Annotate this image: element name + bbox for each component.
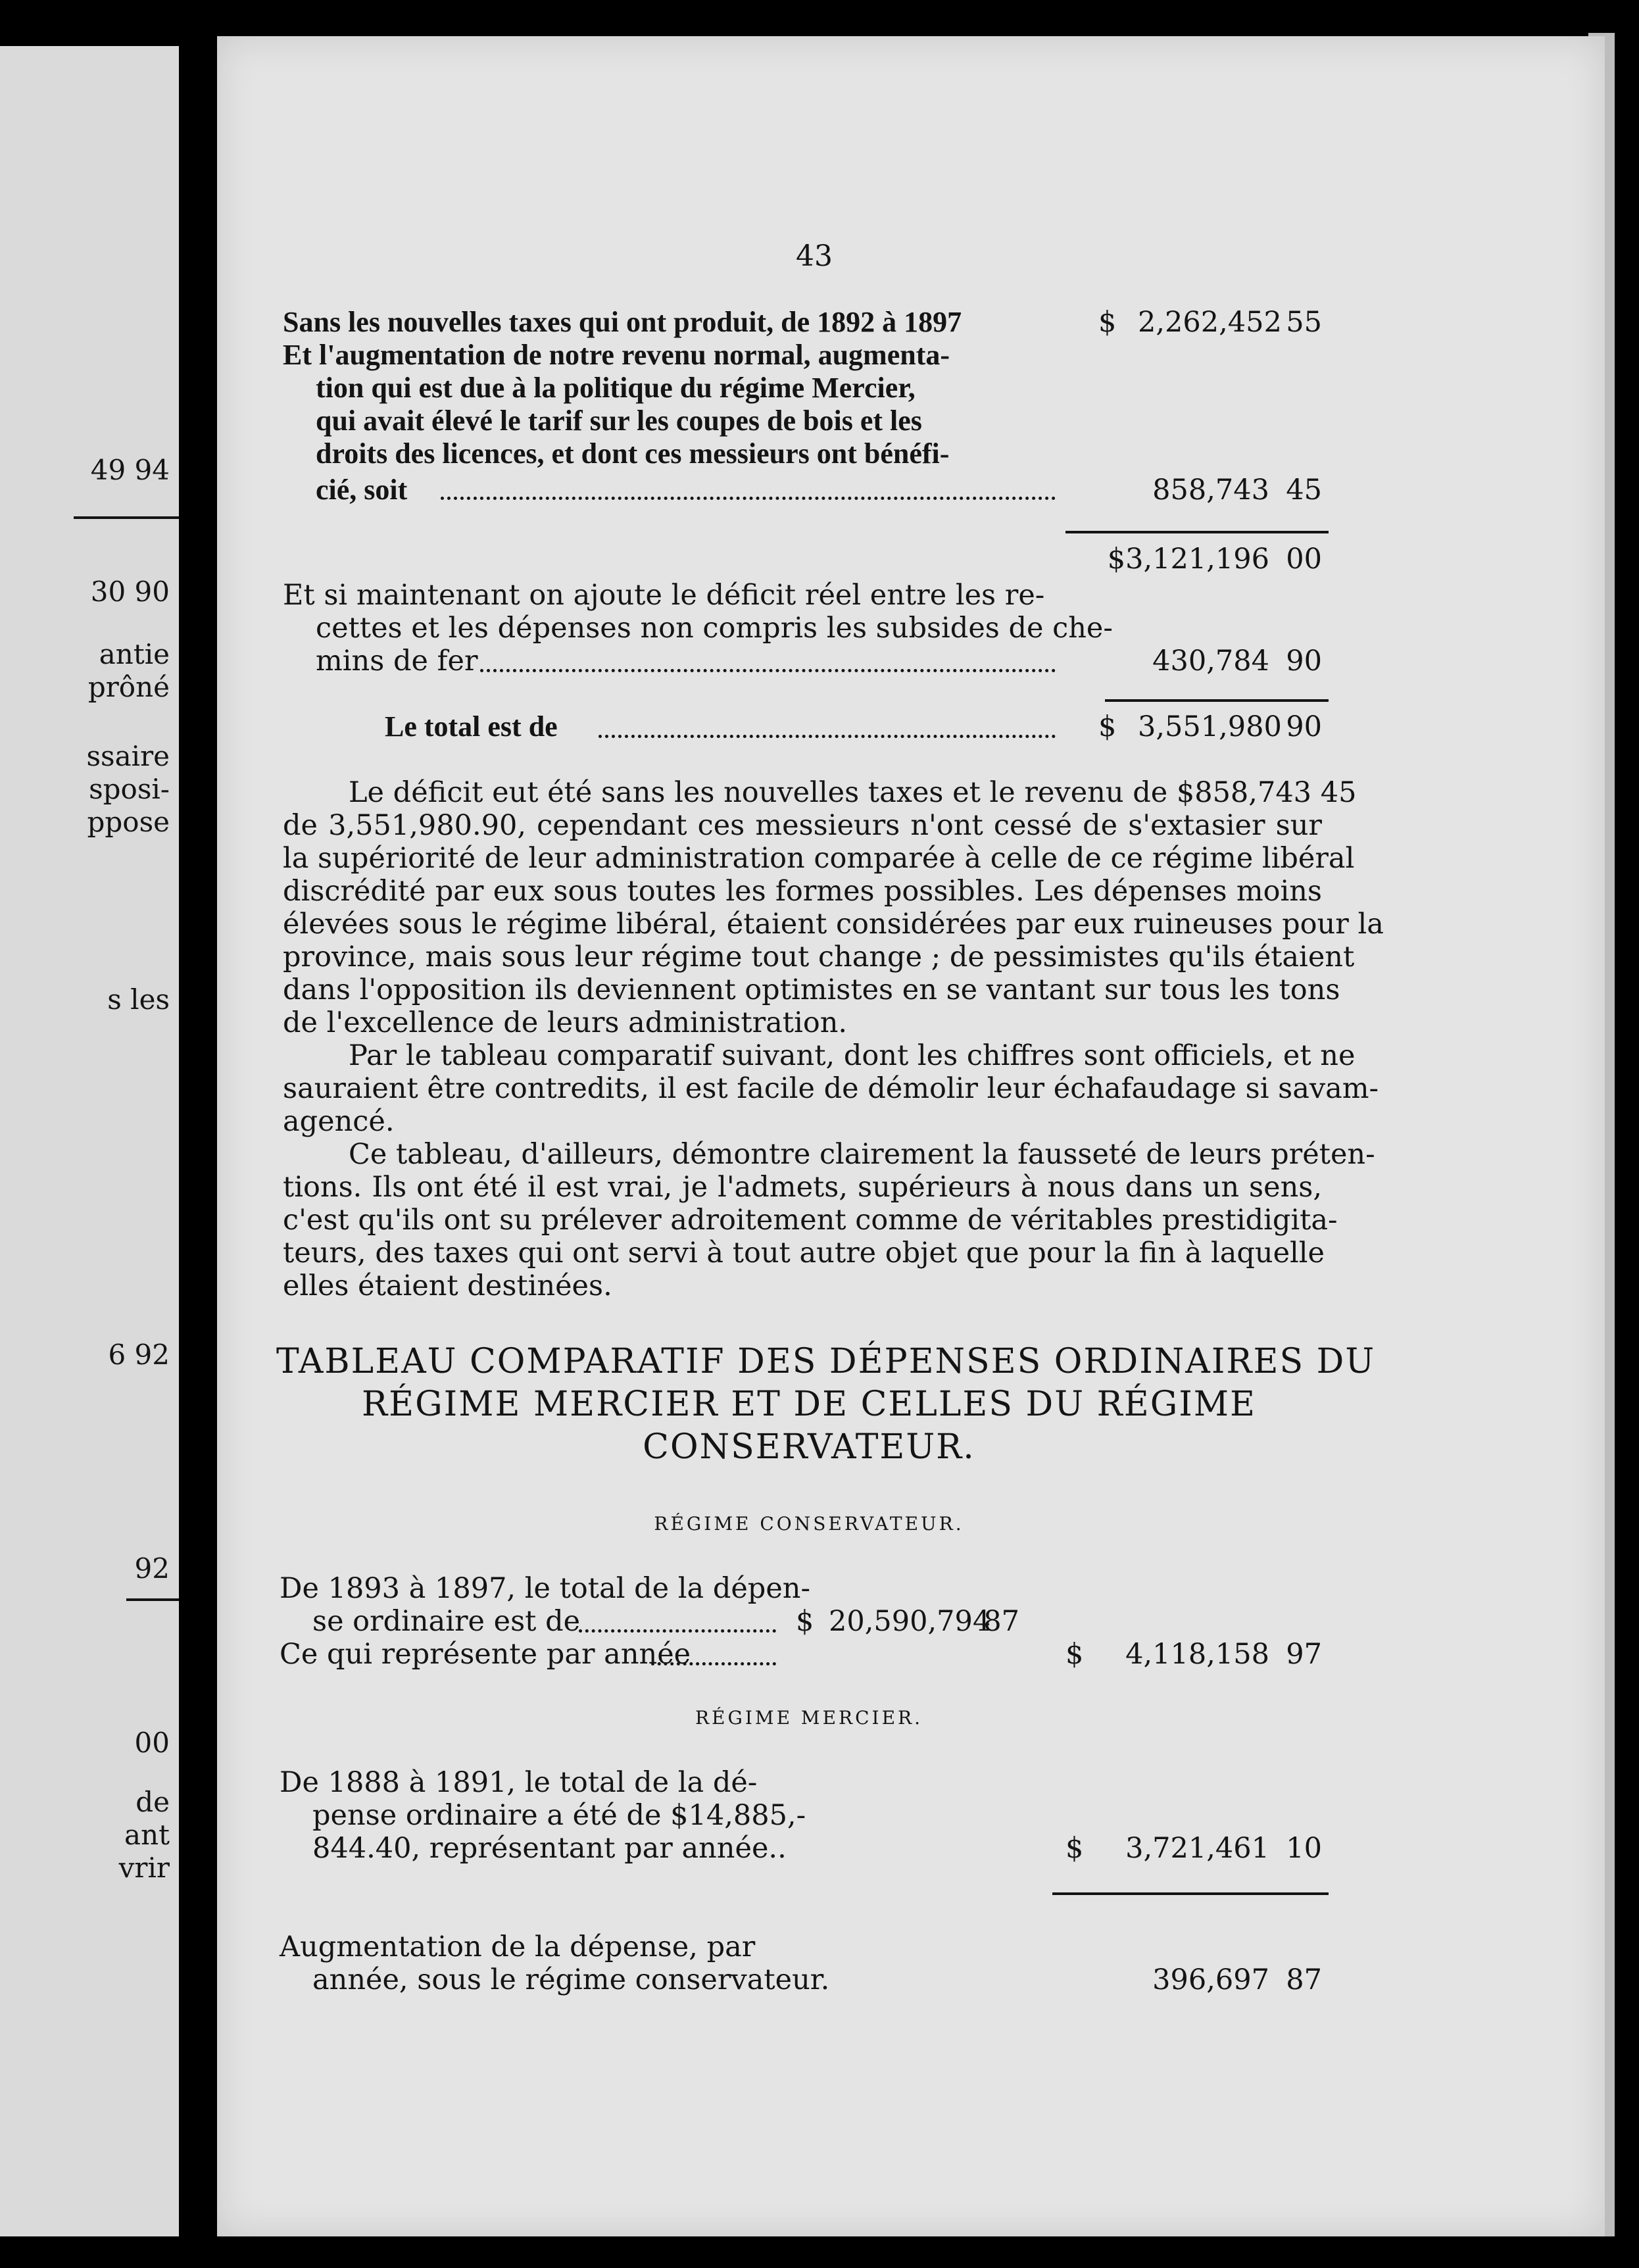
paragraph-line: discrédité par eux sous toutes les formes possibles. Les dépenses moins [283,875,1322,908]
dot-leader [480,669,1056,672]
text-line: Ce qui représente par année [280,1638,691,1671]
paragraph-line: tions. Ils ont été il est vrai, je l'admets, supérieurs à nous dans un sens, [283,1171,1322,1204]
paragraph-line: province, mais sous leur régime tout change ; de pessimistes qu'ils étaient [283,941,1355,974]
facing-page-fragment: 49 94 [90,454,170,486]
subheading-text: RÉGIME MERCIER. [695,1707,923,1729]
dollar-sign: $ [796,1605,814,1638]
page-number: 43 [796,239,833,273]
amount-cents: 97 [1286,1638,1322,1671]
text-line: pense ordinaire a été de $14,885,- [312,1799,806,1832]
text-line: se ordinaire est de [312,1605,581,1638]
text-line: Et l'augmentation de notre revenu normal, augmenta- [283,339,950,371]
text-line: tion qui est due à la politique du régime Mercier, [316,372,916,404]
sum-rule [1065,531,1329,533]
facing-page-fragment: antie [99,638,170,670]
dot-leader [651,1662,776,1665]
text-line: année, sous le régime conservateur. [312,1963,830,1996]
text-line: 844.40, représentant par année.. [312,1832,787,1865]
dot-leader [579,1629,776,1633]
amount: 3,721,461 [1125,1832,1269,1865]
book-page [217,36,1605,2236]
subheading-text: RÉGIME CONSERVATEUR. [654,1513,964,1535]
dot-leader [599,735,1056,738]
facing-page-fragment: 00 [134,1727,170,1759]
text-line: mins de fer [316,645,478,678]
paragraph-line: Par le tableau comparatif suivant, dont les chiffres sont officiels, et ne [349,1039,1356,1072]
sum-rule [1105,699,1329,702]
dot-leader [441,497,1056,500]
amount-cents: 45 [1286,474,1322,506]
text-line: droits des licences, et dont ces messieurs ont bénéfi- [316,437,950,470]
paragraph-line: sauraient être contredits, il est facile de démolir leur échafaudage si savam- [283,1072,1379,1105]
paragraph-line: Ce tableau, d'ailleurs, démontre clairement la fausseté de leurs préten- [349,1138,1375,1171]
facing-page-fragment: prôné [87,671,170,703]
paragraph-line: élevées sous le régime libéral, étaient considérées par eux ruineuses pour la [283,908,1384,941]
text-line: De 1893 à 1897, le total de la dépen- [280,1572,811,1605]
facing-page-rule [126,1598,179,1601]
text-line: Sans les nouvelles taxes qui ont produit, de 1892 à 1897 [283,306,962,338]
paragraph-line: la supériorité de leur administration comparée à celle de ce régime libéral [283,842,1355,875]
amount-cents: 87 [1286,1963,1322,1996]
text-line: qui avait élevé le tarif sur les coupes de bois et les [316,405,922,437]
amount: 4,118,158 [1125,1638,1269,1671]
amount-cents: 90 [1286,710,1322,743]
total-amount: 3,551,980 [1138,710,1282,743]
paragraph-line: de 3,551,980.90, cependant ces messieurs n'ont cessé de s'extasier sur [283,809,1322,842]
facing-page-fragment: sposi- [89,773,170,805]
facing-page-fragment: ssaire [86,740,170,772]
facing-page-fragment: vrir [118,1852,170,1884]
amount: 858,743 [1152,474,1269,506]
difference-amount: 396,697 [1152,1963,1269,1996]
difference-rule [1052,1892,1329,1895]
amount-cents: 55 [1286,306,1322,339]
paragraph-line: de l'excellence de leurs administration. [283,1006,848,1039]
heading-line: RÉGIME MERCIER ET DE CELLES DU RÉGIME [362,1385,1256,1424]
paragraph-line: c'est qu'ils ont su prélever adroitement comme de véritables prestidigita- [283,1204,1338,1237]
table-heading [276,1342,1376,1473]
paragraph-line: Le déficit eut été sans les nouvelles taxes et le revenu de $858,743 45 [349,776,1357,809]
facing-page-fragment: 6 92 [108,1339,170,1371]
subtotal-amount: $3,121,196 [1107,543,1269,576]
dollar-sign: $ [1065,1832,1084,1865]
total-label: Le total est de [385,710,558,743]
amount-cents: 90 [1286,645,1322,678]
amount: 430,784 [1152,645,1269,678]
dollar-sign: $ [1098,306,1117,339]
facing-page-fragment: 30 90 [90,576,170,608]
facing-page-fragment: de [135,1786,170,1818]
paragraph-line: elles étaient destinées. [283,1270,612,1302]
heading-line: CONSERVATEUR. [643,1427,975,1467]
facing-page-edge [0,46,179,2236]
dollar-sign: $ [1065,1638,1084,1671]
text-line: De 1888 à 1891, le total de la dé- [280,1766,758,1799]
text-line: cié, soit [316,474,408,506]
facing-page-fragment: 92 [134,1552,170,1585]
facing-page-rule [74,516,179,519]
dollar-sign: $ [1098,710,1117,743]
amount-cents: 10 [1286,1832,1322,1865]
paragraph-line: agencé. [283,1105,395,1138]
facing-page-fragment: ant [124,1819,170,1851]
amount-cents: 00 [1286,543,1322,576]
heading-line: TABLEAU COMPARATIF DES DÉPENSES ORDINAIRES DU [276,1342,1376,1381]
text-line: Augmentation de la dépense, par [280,1931,756,1963]
facing-page-fragment: s les [107,983,170,1016]
text-line: Et si maintenant on ajoute le déficit réel entre les re- [283,579,1045,612]
amount: 20,590,794 [829,1605,991,1638]
facing-page-fragment: ppose [87,806,170,838]
amount: 2,262,452 [1138,306,1282,339]
paragraph-line: teurs, des taxes qui ont servi à tout autre objet que pour la fin à laquelle [283,1237,1325,1270]
section-subheading [276,1707,1342,1733]
section-subheading [276,1513,1342,1539]
text-line: cettes et les dépenses non compris les subsides de che- [316,612,1113,645]
paragraph-line: dans l'opposition ils deviennent optimistes en se vantant sur tous les tons [283,974,1340,1006]
amount-cents: 87 [983,1605,1019,1638]
